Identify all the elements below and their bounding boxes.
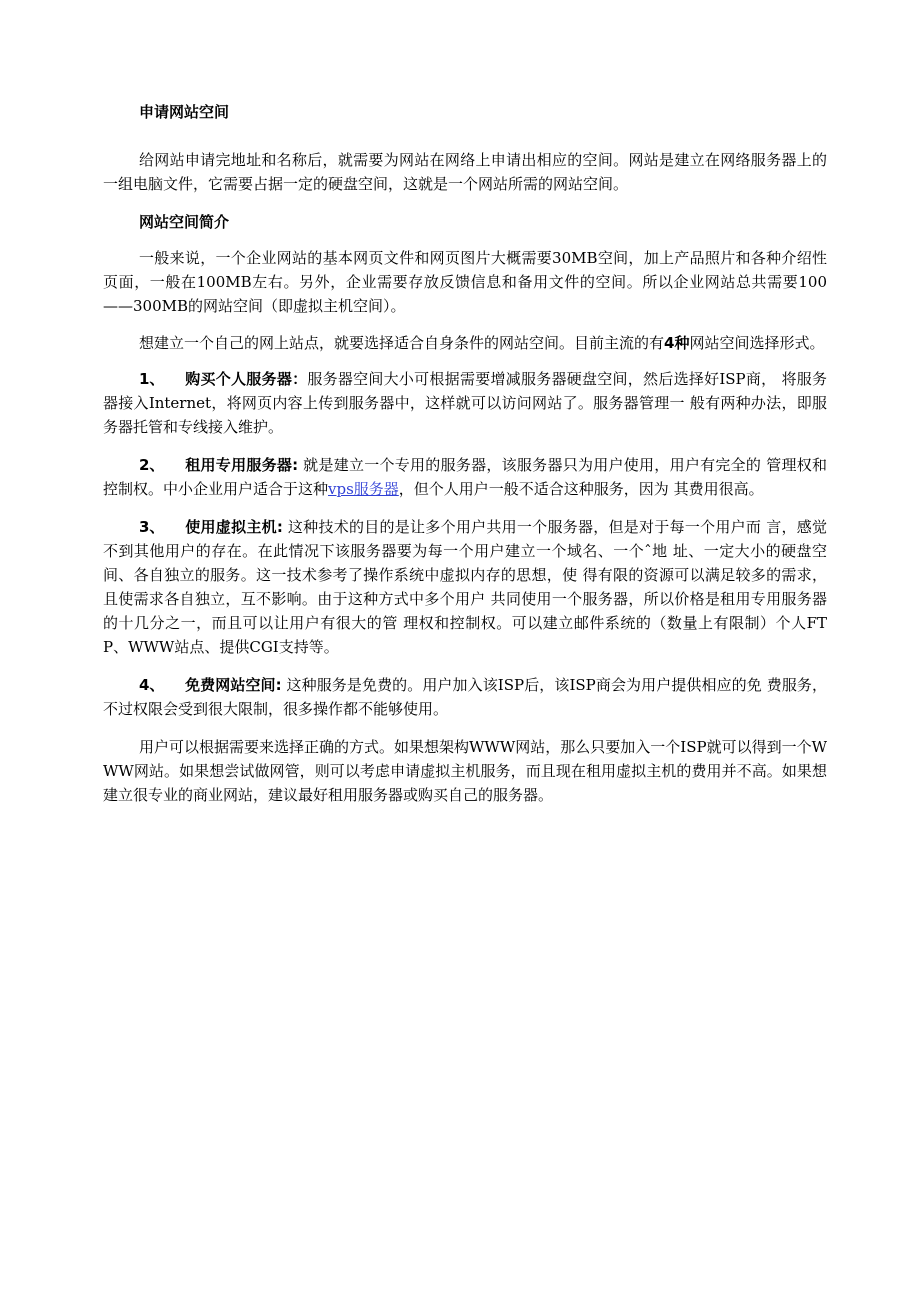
list-item-free-space bbox=[103, 673, 827, 721]
list-item-number: 1、 bbox=[139, 370, 165, 388]
section-heading-space-intro: 网站空间简介 bbox=[139, 213, 230, 231]
list-item-virtual-host bbox=[103, 515, 827, 659]
choice-count: 4种 bbox=[664, 334, 690, 352]
list-item-number: 2、 bbox=[139, 456, 165, 474]
list-item-number: 3、 bbox=[139, 518, 165, 536]
conclusion-paragraph: 用户可以根据需要来选择正确的方式。如果想架构WWW网站，那么只要加入一个ISP就可以得到一个WWW网站。如果想尝试做网管，则可以考虑申请虚拟主机服务，而且现在租用虚拟主机的费用并不高。如果想建立很专业的商业网站，建议最好租用服务器或购买自己的服务器。 bbox=[103, 738, 827, 804]
list-item-rent-server bbox=[103, 453, 827, 501]
section-heading-apply-space: 申请网站空间 bbox=[139, 103, 230, 121]
list-item-term: 使用虚拟主机: bbox=[185, 518, 283, 536]
document-page bbox=[103, 100, 827, 807]
choice-text-before: 想建立一个自己的网上站点，就要选择适合自身条件的网站空间。目前主流的有 bbox=[139, 334, 665, 352]
list-item-text-before: 就是建立一个专用的服务器，该服务器只为用户使用，用户有完全的 管理权和控制权。中小企业用户适合于这种 bbox=[103, 456, 828, 498]
list-item-text: 服务器空间大小可根据需要增减服务器硬盘空间，然后选择好ISP商， 将服务器接入Internet，将网页内容上传到服务器中，这样就可以访问网站了。服务器管理一 般有两种办法，即服务器托管和专线接入维护。 bbox=[103, 370, 827, 436]
choice-paragraph bbox=[103, 331, 827, 355]
list-item-term: 免费网站空间: bbox=[185, 676, 282, 694]
space-size-paragraph: 一般来说，一个企业网站的基本网页文件和网页图片大概需要30MB空间，加上产品照片和各种介绍性页面，一般在100MB左右。另外，企业需要存放反馈信息和备用文件的空间。所以企业网站总共需要100 ——300MB的网站空间（即虚拟主机空间）。 bbox=[103, 249, 827, 315]
list-item-text: 这种服务是免费的。用户加入该ISP后，该ISP商会为用户提供相应的免 费服务，不过权限会受到很大限制，很多操作都不能够使用。 bbox=[103, 676, 827, 718]
choice-text-after: 网站空间选择形式。 bbox=[689, 334, 825, 352]
list-item-text: 这种技术的目的是让多个用户共用一个服务器，但是对于每一个用户而 言，感觉不到其他用户的存在。在此情况下该服务器要为每一个用户建立一个域名、一个ˆ地 址、一定大小的硬盘空间、各自独立的服务。这一技术参考了操作系统中虚拟内存的思想，使 得有限的资源可以满足较多的需求，且使需求各自独立，互不影响。由于这种方式中多个用户 共同使用一个服务器，所以价格是租用专用服务器的十几分之一，而且可以让用户有很大的管 理权和控制权。可以建立邮件系统的（数量上有限制）个人FTP、WWW站点、提供CGI支持等。 bbox=[103, 518, 828, 656]
vps-server-link[interactable]: vps服务器 bbox=[328, 480, 399, 498]
list-item-buy-server bbox=[103, 367, 827, 439]
list-item-number: 4、 bbox=[139, 676, 165, 694]
list-item-text-after: ，但个人用户一般不适合这种服务，因为 其费用很高。 bbox=[398, 480, 764, 498]
list-item-term: 租用专用服务器: bbox=[185, 456, 299, 474]
intro-paragraph: 给网站申请完地址和名称后，就需要为网站在网络上申请出相应的空间。网站是建立在网络服务器上的一组电脑文件，它需要占据一定的硬盘空间，这就是一个网站所需的网站空间。 bbox=[103, 151, 827, 193]
list-item-term: 购买个人服务器： bbox=[185, 370, 308, 388]
